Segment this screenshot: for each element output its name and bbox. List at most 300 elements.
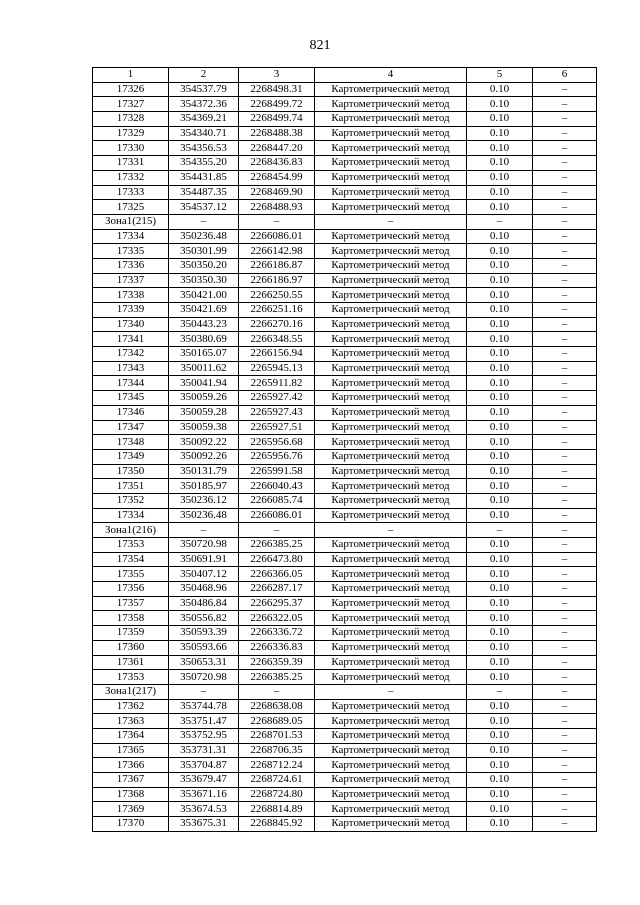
x-coord-cell: 353751.47 [169, 714, 239, 729]
point-id-cell: 17341 [93, 332, 169, 347]
extra-cell: – [533, 258, 597, 273]
x-coord-cell: 353744.78 [169, 699, 239, 714]
accuracy-cell: 0.10 [467, 273, 533, 288]
y-coord-cell: 2268488.93 [239, 200, 315, 215]
accuracy-cell: 0.10 [467, 376, 533, 391]
x-coord-cell: 350092.22 [169, 435, 239, 450]
x-coord-cell: 354537.79 [169, 82, 239, 97]
method-cell: Картометрический метод [315, 743, 467, 758]
extra-cell: – [533, 538, 597, 553]
table-row [93, 728, 597, 743]
method-cell: Картометрический метод [315, 82, 467, 97]
y-coord-cell: 2268436.83 [239, 156, 315, 171]
method-cell: Картометрический метод [315, 156, 467, 171]
extra-cell: – [533, 317, 597, 332]
accuracy-cell: 0.10 [467, 714, 533, 729]
x-coord-cell: 353674.53 [169, 802, 239, 817]
table-row [93, 714, 597, 729]
x-coord-cell: 350131.79 [169, 464, 239, 479]
extra-cell: – [533, 156, 597, 171]
point-id-cell: 17369 [93, 802, 169, 817]
x-coord-cell: 350350.30 [169, 273, 239, 288]
accuracy-cell: 0.10 [467, 728, 533, 743]
extra-cell: – [533, 743, 597, 758]
accuracy-cell: 0.10 [467, 258, 533, 273]
method-cell: Картометрический метод [315, 670, 467, 685]
y-coord-cell: 2265911.82 [239, 376, 315, 391]
table-row [93, 258, 597, 273]
point-id-cell: 17340 [93, 317, 169, 332]
point-id-cell: 17343 [93, 361, 169, 376]
extra-cell: – [533, 567, 597, 582]
accuracy-cell: – [467, 523, 533, 538]
y-coord-cell: 2266251.16 [239, 303, 315, 318]
y-coord-cell: 2265956.68 [239, 435, 315, 450]
method-cell: Картометрический метод [315, 552, 467, 567]
table-row [93, 523, 597, 538]
point-id-cell: 17363 [93, 714, 169, 729]
x-coord-cell: 354340.71 [169, 126, 239, 141]
x-coord-cell: 350059.28 [169, 405, 239, 420]
method-cell: Картометрический метод [315, 538, 467, 553]
table-row [93, 699, 597, 714]
y-coord-cell: 2266156.94 [239, 347, 315, 362]
point-id-cell: 17350 [93, 464, 169, 479]
point-id-cell: 17325 [93, 200, 169, 215]
method-cell: Картометрический метод [315, 802, 467, 817]
point-id-cell: 17335 [93, 244, 169, 259]
x-coord-cell: 350165.07 [169, 347, 239, 362]
x-coord-cell: 350720.98 [169, 538, 239, 553]
extra-cell: – [533, 170, 597, 185]
y-coord-cell: – [239, 684, 315, 699]
table-row [93, 82, 597, 97]
table-row [93, 405, 597, 420]
method-cell: – [315, 214, 467, 229]
point-id-cell: 17338 [93, 288, 169, 303]
accuracy-cell: 0.10 [467, 493, 533, 508]
accuracy-cell: 0.10 [467, 391, 533, 406]
y-coord-cell: 2266359.39 [239, 655, 315, 670]
x-coord-cell: 354355.20 [169, 156, 239, 171]
method-cell: Картометрический метод [315, 582, 467, 597]
y-coord-cell: 2266040.43 [239, 479, 315, 494]
point-id-cell: 17339 [93, 303, 169, 318]
extra-cell: – [533, 361, 597, 376]
y-coord-cell: 2268638.08 [239, 699, 315, 714]
point-id-cell: 17332 [93, 170, 169, 185]
table-row [93, 596, 597, 611]
method-cell: Картометрический метод [315, 817, 467, 832]
x-coord-cell: 350041.94 [169, 376, 239, 391]
accuracy-cell: 0.10 [467, 538, 533, 553]
method-cell: – [315, 523, 467, 538]
y-coord-cell: 2266186.97 [239, 273, 315, 288]
y-coord-cell: 2265927.51 [239, 420, 315, 435]
table-row [93, 244, 597, 259]
extra-cell: – [533, 449, 597, 464]
extra-cell: – [533, 82, 597, 97]
extra-cell: – [533, 332, 597, 347]
x-coord-cell: 350443.23 [169, 317, 239, 332]
method-cell: Картометрический метод [315, 626, 467, 641]
extra-cell: – [533, 229, 597, 244]
accuracy-cell: 0.10 [467, 596, 533, 611]
x-coord-cell: 353731.31 [169, 743, 239, 758]
y-coord-cell: – [239, 214, 315, 229]
x-coord-cell: 350720.98 [169, 670, 239, 685]
y-coord-cell: 2268454.99 [239, 170, 315, 185]
extra-cell: – [533, 640, 597, 655]
accuracy-cell: 0.10 [467, 170, 533, 185]
y-coord-cell: 2265945.13 [239, 361, 315, 376]
table-row [93, 303, 597, 318]
x-coord-cell: 350421.69 [169, 303, 239, 318]
x-coord-cell: 353752.95 [169, 728, 239, 743]
extra-cell: – [533, 391, 597, 406]
header-col-2: 2 [169, 68, 239, 83]
accuracy-cell: 0.10 [467, 567, 533, 582]
table-row [93, 508, 597, 523]
y-coord-cell: 2266385.25 [239, 538, 315, 553]
point-id-cell: 17366 [93, 758, 169, 773]
y-coord-cell: 2268469.90 [239, 185, 315, 200]
point-id-cell: 17330 [93, 141, 169, 156]
accuracy-cell: 0.10 [467, 317, 533, 332]
x-coord-cell: 350236.48 [169, 508, 239, 523]
method-cell: Картометрический метод [315, 361, 467, 376]
point-id-cell: 17356 [93, 582, 169, 597]
extra-cell: – [533, 464, 597, 479]
extra-cell: – [533, 773, 597, 788]
x-coord-cell: 350593.66 [169, 640, 239, 655]
accuracy-cell: 0.10 [467, 552, 533, 567]
point-id-cell: 17336 [93, 258, 169, 273]
y-coord-cell: 2266085.74 [239, 493, 315, 508]
extra-cell: – [533, 728, 597, 743]
table-row [93, 493, 597, 508]
extra-cell: – [533, 714, 597, 729]
method-cell: Картометрический метод [315, 317, 467, 332]
y-coord-cell: 2266295.37 [239, 596, 315, 611]
accuracy-cell: 0.10 [467, 112, 533, 127]
point-id-cell: 17345 [93, 391, 169, 406]
y-coord-cell: 2266366.05 [239, 567, 315, 582]
y-coord-cell: 2266086.01 [239, 508, 315, 523]
method-cell: Картометрический метод [315, 567, 467, 582]
point-id-cell: 17354 [93, 552, 169, 567]
x-coord-cell: 350593.39 [169, 626, 239, 641]
accuracy-cell: 0.10 [467, 244, 533, 259]
table-row [93, 773, 597, 788]
y-coord-cell: 2268488.38 [239, 126, 315, 141]
table-row [93, 112, 597, 127]
accuracy-cell: 0.10 [467, 817, 533, 832]
table-row [93, 655, 597, 670]
y-coord-cell: – [239, 523, 315, 538]
x-coord-cell: – [169, 523, 239, 538]
table-row [93, 170, 597, 185]
header-col-6: 6 [533, 68, 597, 83]
table-header-row [93, 68, 597, 83]
table-row [93, 332, 597, 347]
x-coord-cell: 350059.38 [169, 420, 239, 435]
accuracy-cell: 0.10 [467, 773, 533, 788]
accuracy-cell: 0.10 [467, 802, 533, 817]
x-coord-cell: 350556.82 [169, 611, 239, 626]
point-id-cell: 17370 [93, 817, 169, 832]
y-coord-cell: 2266186.87 [239, 258, 315, 273]
y-coord-cell: 2266336.72 [239, 626, 315, 641]
accuracy-cell: 0.10 [467, 655, 533, 670]
x-coord-cell: 350092.26 [169, 449, 239, 464]
x-coord-cell: 350011.62 [169, 361, 239, 376]
accuracy-cell: 0.10 [467, 611, 533, 626]
y-coord-cell: 2266322.05 [239, 611, 315, 626]
table-row [93, 273, 597, 288]
point-id-cell: Зона1(215) [93, 214, 169, 229]
point-id-cell: 17362 [93, 699, 169, 714]
x-coord-cell: – [169, 214, 239, 229]
method-cell: Картометрический метод [315, 273, 467, 288]
accuracy-cell: 0.10 [467, 126, 533, 141]
y-coord-cell: 2266250.55 [239, 288, 315, 303]
accuracy-cell: 0.10 [467, 288, 533, 303]
x-coord-cell: 354537.12 [169, 200, 239, 215]
method-cell: Картометрический метод [315, 611, 467, 626]
point-id-cell: 17349 [93, 449, 169, 464]
point-id-cell: 17331 [93, 156, 169, 171]
point-id-cell: 17334 [93, 508, 169, 523]
y-coord-cell: 2266336.83 [239, 640, 315, 655]
header-col-1: 1 [93, 68, 169, 83]
extra-cell: – [533, 817, 597, 832]
x-coord-cell: 354356.53 [169, 141, 239, 156]
y-coord-cell: 2268724.80 [239, 787, 315, 802]
accuracy-cell: 0.10 [467, 670, 533, 685]
extra-cell: – [533, 508, 597, 523]
table-row [93, 376, 597, 391]
y-coord-cell: 2268499.74 [239, 112, 315, 127]
x-coord-cell: 350236.12 [169, 493, 239, 508]
method-cell: Картометрический метод [315, 508, 467, 523]
point-id-cell: 17333 [93, 185, 169, 200]
point-id-cell: 17357 [93, 596, 169, 611]
accuracy-cell: 0.10 [467, 449, 533, 464]
table-row [93, 391, 597, 406]
x-coord-cell: 350236.48 [169, 229, 239, 244]
y-coord-cell: 2265927.42 [239, 391, 315, 406]
accuracy-cell: 0.10 [467, 743, 533, 758]
extra-cell: – [533, 787, 597, 802]
x-coord-cell: 353671.16 [169, 787, 239, 802]
method-cell: Картометрический метод [315, 699, 467, 714]
method-cell: Картометрический метод [315, 97, 467, 112]
table-row [93, 288, 597, 303]
method-cell: Картометрический метод [315, 170, 467, 185]
table-row [93, 361, 597, 376]
y-coord-cell: 2268498.31 [239, 82, 315, 97]
point-id-cell: 17353 [93, 670, 169, 685]
extra-cell: – [533, 802, 597, 817]
extra-cell: – [533, 611, 597, 626]
accuracy-cell: 0.10 [467, 405, 533, 420]
table-row [93, 97, 597, 112]
table-row [93, 317, 597, 332]
method-cell: Картометрический метод [315, 435, 467, 450]
method-cell: Картометрический метод [315, 405, 467, 420]
extra-cell: – [533, 303, 597, 318]
x-coord-cell: 350486.84 [169, 596, 239, 611]
extra-cell: – [533, 244, 597, 259]
accuracy-cell: 0.10 [467, 420, 533, 435]
point-id-cell: 17326 [93, 82, 169, 97]
point-id-cell: 17361 [93, 655, 169, 670]
table-row [93, 802, 597, 817]
page-number: 821 [309, 38, 331, 53]
y-coord-cell: 2266348.55 [239, 332, 315, 347]
table-row [93, 611, 597, 626]
point-id-cell: 17365 [93, 743, 169, 758]
point-id-cell: 17367 [93, 773, 169, 788]
table-row [93, 229, 597, 244]
extra-cell: – [533, 493, 597, 508]
accuracy-cell: 0.10 [467, 97, 533, 112]
extra-cell: – [533, 435, 597, 450]
x-coord-cell: – [169, 684, 239, 699]
point-id-cell: 17353 [93, 538, 169, 553]
point-id-cell: Зона1(217) [93, 684, 169, 699]
extra-cell: – [533, 126, 597, 141]
point-id-cell: 17344 [93, 376, 169, 391]
accuracy-cell: 0.10 [467, 435, 533, 450]
method-cell: Картометрический метод [315, 787, 467, 802]
method-cell: Картометрический метод [315, 126, 467, 141]
table-row [93, 200, 597, 215]
extra-cell: – [533, 758, 597, 773]
y-coord-cell: 2266086.01 [239, 229, 315, 244]
point-id-cell: 17342 [93, 347, 169, 362]
method-cell: – [315, 684, 467, 699]
point-id-cell: 17364 [93, 728, 169, 743]
accuracy-cell: 0.10 [467, 787, 533, 802]
table-row [93, 420, 597, 435]
extra-cell: – [533, 596, 597, 611]
x-coord-cell: 353675.31 [169, 817, 239, 832]
accuracy-cell: 0.10 [467, 332, 533, 347]
accuracy-cell: 0.10 [467, 347, 533, 362]
x-coord-cell: 350350.20 [169, 258, 239, 273]
method-cell: Картометрический метод [315, 449, 467, 464]
extra-cell: – [533, 141, 597, 156]
method-cell: Картометрический метод [315, 141, 467, 156]
method-cell: Картометрический метод [315, 728, 467, 743]
table-row [93, 582, 597, 597]
x-coord-cell: 350653.31 [169, 655, 239, 670]
method-cell: Картометрический метод [315, 464, 467, 479]
point-id-cell: 17352 [93, 493, 169, 508]
y-coord-cell: 2265956.76 [239, 449, 315, 464]
y-coord-cell: 2266473.80 [239, 552, 315, 567]
extra-cell: – [533, 626, 597, 641]
accuracy-cell: 0.10 [467, 508, 533, 523]
y-coord-cell: 2268689.05 [239, 714, 315, 729]
extra-cell: – [533, 552, 597, 567]
accuracy-cell: 0.10 [467, 229, 533, 244]
table-row [93, 141, 597, 156]
accuracy-cell: 0.10 [467, 82, 533, 97]
extra-cell: – [533, 185, 597, 200]
y-coord-cell: 2265927.43 [239, 405, 315, 420]
x-coord-cell: 350691.91 [169, 552, 239, 567]
y-coord-cell: 2266385.25 [239, 670, 315, 685]
extra-cell: – [533, 405, 597, 420]
table-row [93, 567, 597, 582]
accuracy-cell: 0.10 [467, 699, 533, 714]
method-cell: Картометрический метод [315, 493, 467, 508]
method-cell: Картометрический метод [315, 655, 467, 670]
x-coord-cell: 350421.00 [169, 288, 239, 303]
table-row [93, 743, 597, 758]
table-row [93, 626, 597, 641]
x-coord-cell: 350468.96 [169, 582, 239, 597]
accuracy-cell: 0.10 [467, 464, 533, 479]
table-row [93, 449, 597, 464]
method-cell: Картометрический метод [315, 229, 467, 244]
extra-cell: – [533, 420, 597, 435]
extra-cell: – [533, 376, 597, 391]
y-coord-cell: 2266287.17 [239, 582, 315, 597]
method-cell: Картометрический метод [315, 391, 467, 406]
x-coord-cell: 353679.47 [169, 773, 239, 788]
point-id-cell: 17360 [93, 640, 169, 655]
extra-cell: – [533, 699, 597, 714]
x-coord-cell: 350301.99 [169, 244, 239, 259]
method-cell: Картометрический метод [315, 288, 467, 303]
y-coord-cell: 2266270.16 [239, 317, 315, 332]
extra-cell: – [533, 523, 597, 538]
accuracy-cell: 0.10 [467, 361, 533, 376]
method-cell: Картометрический метод [315, 714, 467, 729]
point-id-cell: 17329 [93, 126, 169, 141]
accuracy-cell: 0.10 [467, 758, 533, 773]
method-cell: Картометрический метод [315, 112, 467, 127]
point-id-cell: 17358 [93, 611, 169, 626]
accuracy-cell: 0.10 [467, 303, 533, 318]
point-id-cell: 17351 [93, 479, 169, 494]
point-id-cell: 17334 [93, 229, 169, 244]
extra-cell: – [533, 214, 597, 229]
table-row [93, 787, 597, 802]
y-coord-cell: 2268701.53 [239, 728, 315, 743]
x-coord-cell: 350185.97 [169, 479, 239, 494]
table-row [93, 684, 597, 699]
extra-cell: – [533, 97, 597, 112]
x-coord-cell: 354487.35 [169, 185, 239, 200]
table-row [93, 185, 597, 200]
coordinates-table [92, 67, 597, 832]
table-row [93, 538, 597, 553]
extra-cell: – [533, 655, 597, 670]
y-coord-cell: 2265991.58 [239, 464, 315, 479]
point-id-cell: Зона1(216) [93, 523, 169, 538]
method-cell: Картометрический метод [315, 200, 467, 215]
method-cell: Картометрический метод [315, 376, 467, 391]
accuracy-cell: 0.10 [467, 640, 533, 655]
extra-cell: – [533, 200, 597, 215]
x-coord-cell: 350380.69 [169, 332, 239, 347]
point-id-cell: 17347 [93, 420, 169, 435]
